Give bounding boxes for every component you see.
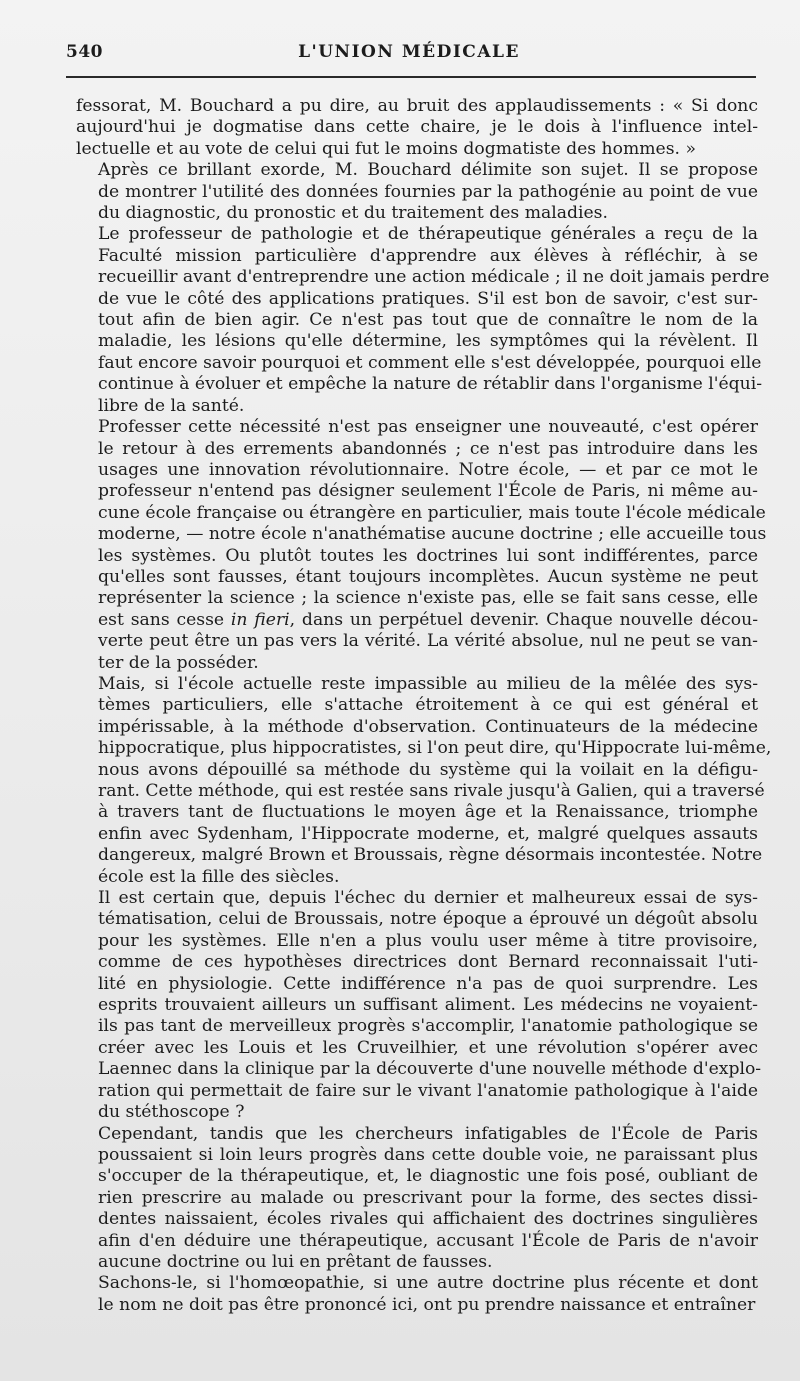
header-rule bbox=[66, 76, 756, 78]
text-line: école est la fille des siècles. bbox=[98, 866, 340, 887]
text-line: rien prescrire au malade ou prescrivant pour la forme, des sectes dissi- bbox=[98, 1187, 758, 1208]
text-line: Il est certain que, depuis l'échec du dernier et malheureux essai de sys- bbox=[98, 888, 758, 909]
text-line: poussaient si loin leurs progrès dans cette double voie, ne paraissant plus bbox=[98, 1144, 758, 1165]
text-line: Après ce brillant exorde, M. Bouchard délimite son sujet. Il se propose bbox=[98, 160, 758, 181]
text-line: créer avec les Louis et les Cruveilhier, et une révolution s'opérer avec bbox=[98, 1037, 758, 1058]
text-line: Mais, si l'école actuelle reste impassible au milieu de la mêlée des sys- bbox=[98, 673, 758, 694]
paragraph bbox=[76, 160, 758, 224]
text-line: ils pas tant de merveilleux progrès s'accomplir, l'anatomie pathologique se bbox=[98, 1016, 758, 1037]
text-line: Sachons-le, si l'homœopathie, si une autre doctrine plus récente et dont bbox=[98, 1273, 758, 1294]
text-line: Cependant, tandis que les chercheurs infatigables de l'École de Paris bbox=[98, 1123, 758, 1144]
text-line: ration qui permettait de faire sur le vivant l'anatomie pathologique à l'aide bbox=[98, 1080, 758, 1101]
text-line: tèmes particuliers, elle s'attache étroitement à ce qui est général et bbox=[98, 695, 758, 716]
paragraph bbox=[76, 888, 762, 1123]
text-line: recueillir avant d'entreprendre une action médicale ; il ne doit jamais perdre bbox=[98, 267, 770, 288]
text-line: à travers tant de fluctuations le moyen âge et la Renaissance, triomphe bbox=[98, 802, 758, 823]
text-line: de vue le côté des applications pratiques. S'il est bon de savoir, c'est sur- bbox=[98, 288, 758, 309]
text-line: aucune doctrine ou lui en prêtant de fausses. bbox=[98, 1251, 493, 1272]
text-line: Professer cette nécessité n'est pas enseigner une nouveauté, c'est opérer bbox=[98, 417, 758, 438]
paragraph bbox=[76, 224, 770, 417]
text-line: tématisation, celui de Broussais, notre époque a éprouvé un dégoût absolu bbox=[98, 909, 758, 930]
text-line: de montrer l'utilité des données fournies par la pathogénie au point de vue bbox=[98, 181, 758, 202]
text-line: nous avons dépouillé sa méthode du système qui la voilait en la défigu- bbox=[98, 759, 758, 780]
page-number: 540 bbox=[66, 42, 103, 62]
paragraph bbox=[76, 1124, 758, 1274]
text-line: libre de la santé. bbox=[98, 395, 245, 416]
text-line: représenter la science ; la science n'existe pas, elle se fait sans cesse, elle bbox=[98, 588, 758, 609]
text-line: hippocratique, plus hippocratistes, si l'on peut dire, qu'Hippocrate lui-même, bbox=[98, 738, 772, 759]
text-line: lectuelle et au vote de celui qui fut le moins dogmatiste des hommes. » bbox=[76, 138, 696, 159]
text-line: maladie, les lésions qu'elle détermine, les symptômes qui la révèlent. Il bbox=[98, 331, 758, 352]
text-line: comme de ces hypothèses directrices dont Bernard reconnaissait l'uti- bbox=[98, 952, 758, 973]
paragraph bbox=[76, 673, 772, 888]
text-line: Le professeur de pathologie et de thérapeutique générales a reçu de la bbox=[98, 224, 758, 245]
text-line: cune école française ou étrangère en particulier, mais toute l'école médicale bbox=[98, 502, 766, 523]
text-line: Laennec dans la clinique par la découverte d'une nouvelle méthode d'explo- bbox=[98, 1059, 762, 1080]
text-line: continue à évoluer et empêche la nature de rétablir dans l'organisme l'équi- bbox=[98, 374, 763, 395]
text-line: enfin avec Sydenham, l'Hippocrate moderne, et, malgré quelques assauts bbox=[98, 823, 758, 844]
text-line: est sans cesse in fieri, dans un perpétuel devenir. Chaque nouvelle décou- bbox=[98, 609, 758, 630]
text-line: dentes naissaient, écoles rivales qui affichaient des doctrines singulières bbox=[98, 1209, 758, 1230]
paragraph bbox=[76, 96, 758, 160]
text-line: le nom ne doit pas être prononcé ici, ont pu prendre naissance et entraîner bbox=[98, 1294, 756, 1315]
text-line: impérissable, à la méthode d'observation. Continuateurs de la médecine bbox=[98, 716, 758, 737]
text-line: le retour à des errements abandonnés ; ce n'est pas introduire dans les bbox=[98, 438, 758, 459]
text-line: fessorat, M. Bouchard a pu dire, au bruit des applaudissements : « Si donc bbox=[76, 96, 758, 116]
text-line: usages une innovation révolutionnaire. Notre école, — et par ce mot le bbox=[98, 459, 758, 480]
text-line: qu'elles sont fausses, étant toujours incomplètes. Aucun système ne peut bbox=[98, 566, 758, 587]
text-line: aujourd'hui je dogmatise dans cette chaire, je le dois à l'influence intel- bbox=[76, 117, 758, 138]
text-line: du stéthoscope ? bbox=[98, 1102, 245, 1123]
text-line: dangereux, malgré Brown et Broussais, règne désormais incontestée. Notre bbox=[98, 845, 763, 866]
text-line: les systèmes. Ou plutôt toutes les doctrines lui sont indifférentes, parce bbox=[98, 545, 758, 566]
paragraph bbox=[76, 417, 767, 674]
text-line: rant. Cette méthode, qui est restée sans rivale jusqu'à Galien, qui a traversé bbox=[98, 781, 765, 801]
text-line: ter de la posséder. bbox=[98, 652, 259, 673]
text-line: moderne, — notre école n'anathématise aucune doctrine ; elle accueille tous bbox=[98, 524, 767, 545]
text-line: pour les systèmes. Elle n'en a plus voulu user même à titre provisoire, bbox=[98, 930, 758, 951]
text-line: tout afin de bien agir. Ce n'est pas tout que de connaître le nom de la bbox=[98, 310, 758, 331]
text-line: du diagnostic, du pronostic et du traitement des maladies. bbox=[98, 203, 608, 224]
text-line: s'occuper de la thérapeutique, et, le diagnostic une fois posé, oubliant de bbox=[98, 1166, 758, 1187]
text-line: faut encore savoir pourquoi et comment elle s'est développée, pourquoi elle bbox=[98, 352, 762, 373]
running-title: L'UNION MÉDICALE bbox=[298, 42, 520, 62]
text-line: lité en physiologie. Cette indifférence n'a pas de quoi surprendre. Les bbox=[98, 973, 758, 994]
article-body bbox=[76, 96, 772, 1316]
text-line: Faculté mission particulière d'apprendre aux élèves à réfléchir, à se bbox=[98, 245, 758, 266]
page-header bbox=[62, 42, 756, 72]
paragraph bbox=[76, 1273, 758, 1316]
text-line: esprits trouvaient ailleurs un suffisant aliment. Les médecins ne voyaient- bbox=[98, 995, 758, 1016]
text-line: professeur n'entend pas désigner seulement l'École de Paris, ni même au- bbox=[98, 481, 758, 502]
text-line: afin d'en déduire une thérapeutique, accusant l'École de Paris de n'avoir bbox=[98, 1230, 758, 1251]
text-line: verte peut être un pas vers la vérité. La vérité absolue, nul ne peut se van- bbox=[98, 631, 758, 652]
